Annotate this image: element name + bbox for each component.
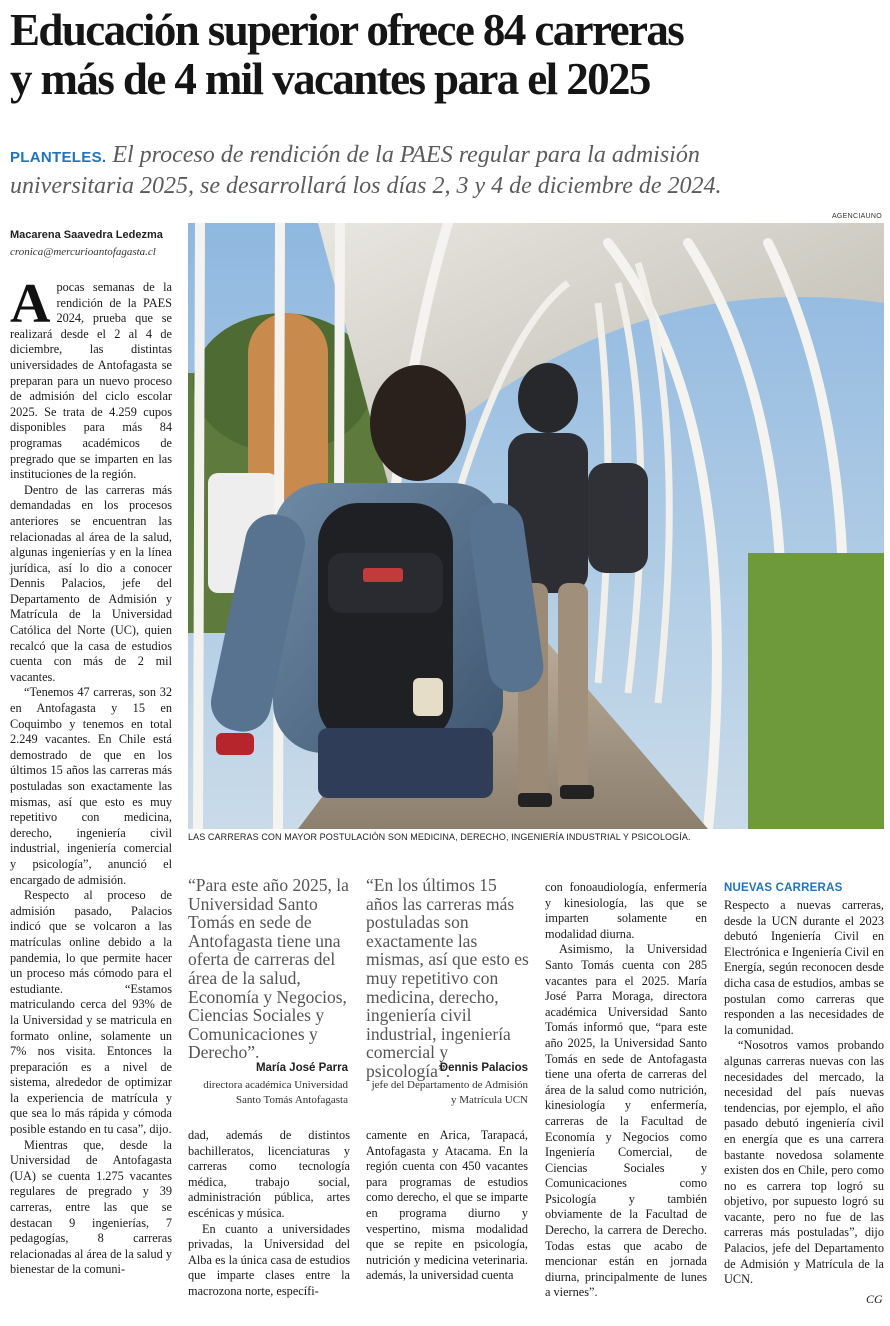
paragraph: Dentro de las carreras más demandadas en los procesos anteriores se encuentran las relacionadas al área de la salud, algunas ingenierías y en la línea jurídica, así lo dio a conocer Dennis Palacios, jefe del Departamento de Admisión y Matrícula de la Universidad Católica del Norte (UC), quien recalcó que la casa de estudios cuenta con más de 2 mil vacantes.	[10, 482, 172, 684]
photo-credit: AGENCIAUNO	[831, 213, 882, 220]
paragraph: En cuanto a universidades privadas, la Universidad del Alba es la única casa de estudios que imparte clases entre la macrozona norte, específi-	[188, 1221, 350, 1298]
paragraph: con fonoaudiología, enfermería y kinesiología, las que se imparten solamente en modalidad diurna.	[545, 880, 707, 941]
dropcap: A	[10, 273, 51, 335]
pull-quote-2: “En los últimos 15 años las carreras más postuladas son exactamente las mismas, así que esto es muy repetitivo con medicina, derecho, ingeniería civil industrial, ingeniería comercial y psicología”.	[366, 875, 529, 1081]
column-5	[724, 898, 884, 1288]
end-mark: CG	[866, 1292, 883, 1306]
deck-line-2: universitaria 2025, se desarrollará los días 2, 3 y 4 de diciembre de 2024.	[10, 173, 722, 199]
paragraph: dad, además de distintos bachilleratos, licenciaturas y carreras como tecnología médica, trabajo social, administración pública, artes escénicas y música.	[188, 1128, 350, 1220]
deck-line-1: El proceso de rendición de la PAES regular para la admisión	[112, 142, 700, 168]
byline-author: Macarena Saavedra Ledezma	[10, 229, 163, 241]
paragraph: Asimismo, la Universidad Santo Tomás cuenta con 285 vacantes para el 2025. María José Parra Moraga, directora académica Universidad Santo Tomás informó que, “para este año 2025, la Universidad Santo Tomás en sede de Antofagasta tiene una oferta de carreras del área de la salud como nutrición, kinesiología y enfermería, carreras de la Facultad de Economía y Negocios como Ingeniería Comercial, de Ciencias Sociales y Comunicaciones como Psicología y también obviamente de la Facultad de Derecho, la carrera de Derecho. Todas estas que acabo de mencionar están en jornada diurna, principalmente de lunes a viernes”.	[545, 942, 707, 1300]
column-1	[10, 273, 172, 1278]
pull-quote-2-role: jefe del Departamento de Admisión y Matrícula UCN	[371, 1079, 528, 1106]
paragraph: “Tenemos 47 carreras, son 32 en Antofagasta y 15 en Coquimbo y tenemos en total 2.249 vacantes. En Chile está demostrado de que en los últimos 15 años las carreras más postuladas son exactamente las mismas, así que esto es muy repetitivo con medicina, derecho, ingeniería civil industrial, ingeniería comercial y psicología”, anunció el encargado de admisión.	[10, 685, 172, 887]
pull-quote-1-author: María José Parra	[255, 1062, 348, 1074]
paragraph: Mientras que, desde la Universidad de Antofagasta (UA) se cuenta 1.275 vacantes regulares de pregrado y 39 carreras, entre las que se destacan 9 ingenierías, 7 pedagogías, 8 carreras relacionadas al área de la salud y bienestar de la comuni-	[10, 1137, 172, 1277]
pull-quote-2-author: Dennis Palacios	[439, 1062, 528, 1074]
paragraph: camente en Arica, Tarapacá, Antofagasta y Atacama. En la región cuenta con 450 vacantes para programas de estudios como derecho, el que se imparte en programa diurno y vespertino, misma modalidad que se repite en psicología, nutrición y medicina veterinaria. además, la universidad cuenta	[366, 1128, 528, 1283]
pull-quote-1: “Para este año 2025, la Universidad Santo Tomás en sede de Antofagasta tiene una oferta de carreras del área de la salud, Economía y Negocios, Ciencias Sociales y Comunicaciones y Derecho”.	[188, 875, 349, 1063]
column-3	[366, 1128, 528, 1284]
paragraph: Respecto a nuevas carreras, desde la UCN durante el 2023 debutó Ingeniería Civil en Electrónica e Ingeniería Civil en Energía, según reconocen desde dicha casa de estudios, ambas se postulan como carreras que responden a las necesidades de la comunidad.	[724, 898, 884, 1037]
headline	[10, 6, 884, 104]
photo-caption: LAS CARRERAS CON MAYOR POSTULACIÓN SON MEDICINA, DERECHO, INGENIERÍA INDUSTRIAL Y PSICOLOGÍA.	[188, 832, 691, 842]
deck	[10, 141, 884, 201]
pull-quote-1-role: directora académica Universidad Santo Tomás Antofagasta	[203, 1079, 348, 1106]
headline-line-1: Educación superior ofrece 84 carreras	[10, 5, 684, 55]
paragraph: Apocas semanas de la rendición de la PAES 2024, prueba que se realizará desde el 2 al 4 de diciembre, las distintas universidades de Antofagasta se preparan para un nuevo proceso de admisión del ciclo escolar 2025. Se trata de 4.259 cupos disponibles para más 84 programas académicos de pregrado que se imparten en las instituciones de la región.	[10, 273, 172, 482]
headline-line-2: y más de 4 mil vacantes para el 2025	[10, 54, 650, 104]
article-photo	[188, 223, 884, 829]
subhead-nuevas-carreras: NUEVAS CARRERAS	[724, 882, 843, 894]
paragraph: “Nosotros vamos probando algunas carreras nuevas con las necesidades del mercado, la necesidad del país nuevas tendencias, por ejemplo, el año pasado debutó ingeniería civil en energía que es una carrera bastante novedosa solamente existen dos en Chile, pero como no es carrera top logró su objetivo, por supuesto logró su vacante, pero no fue de las carreras más postuladas”, dijo Palacios, jefe del Departamento de Admisión y Matrícula de la UCN.	[724, 1038, 884, 1287]
paragraph: Respecto al proceso de admisión pasado, Palacios indicó que se volcaron a las matrículas online debido a la pandemia, lo que permite hacer un proceso más cómodo para el estudiante. “Estamos matriculando cerca del 93% de la Universidad y se matricula en formato online, solamente un 7% nos visita. Entonces la preparación es a nivel de sistema, alrededor de optimizar la experiencia de matrícula y que sea lo más rápida y cómoda posible estando en tu casa”, dijo.	[10, 888, 172, 1137]
deck-kicker: PLANTELES.	[10, 149, 107, 166]
column-4	[545, 880, 707, 1301]
column-2	[188, 1128, 350, 1300]
byline-email[interactable]: cronica@mercurioantofagasta.cl	[10, 246, 156, 258]
